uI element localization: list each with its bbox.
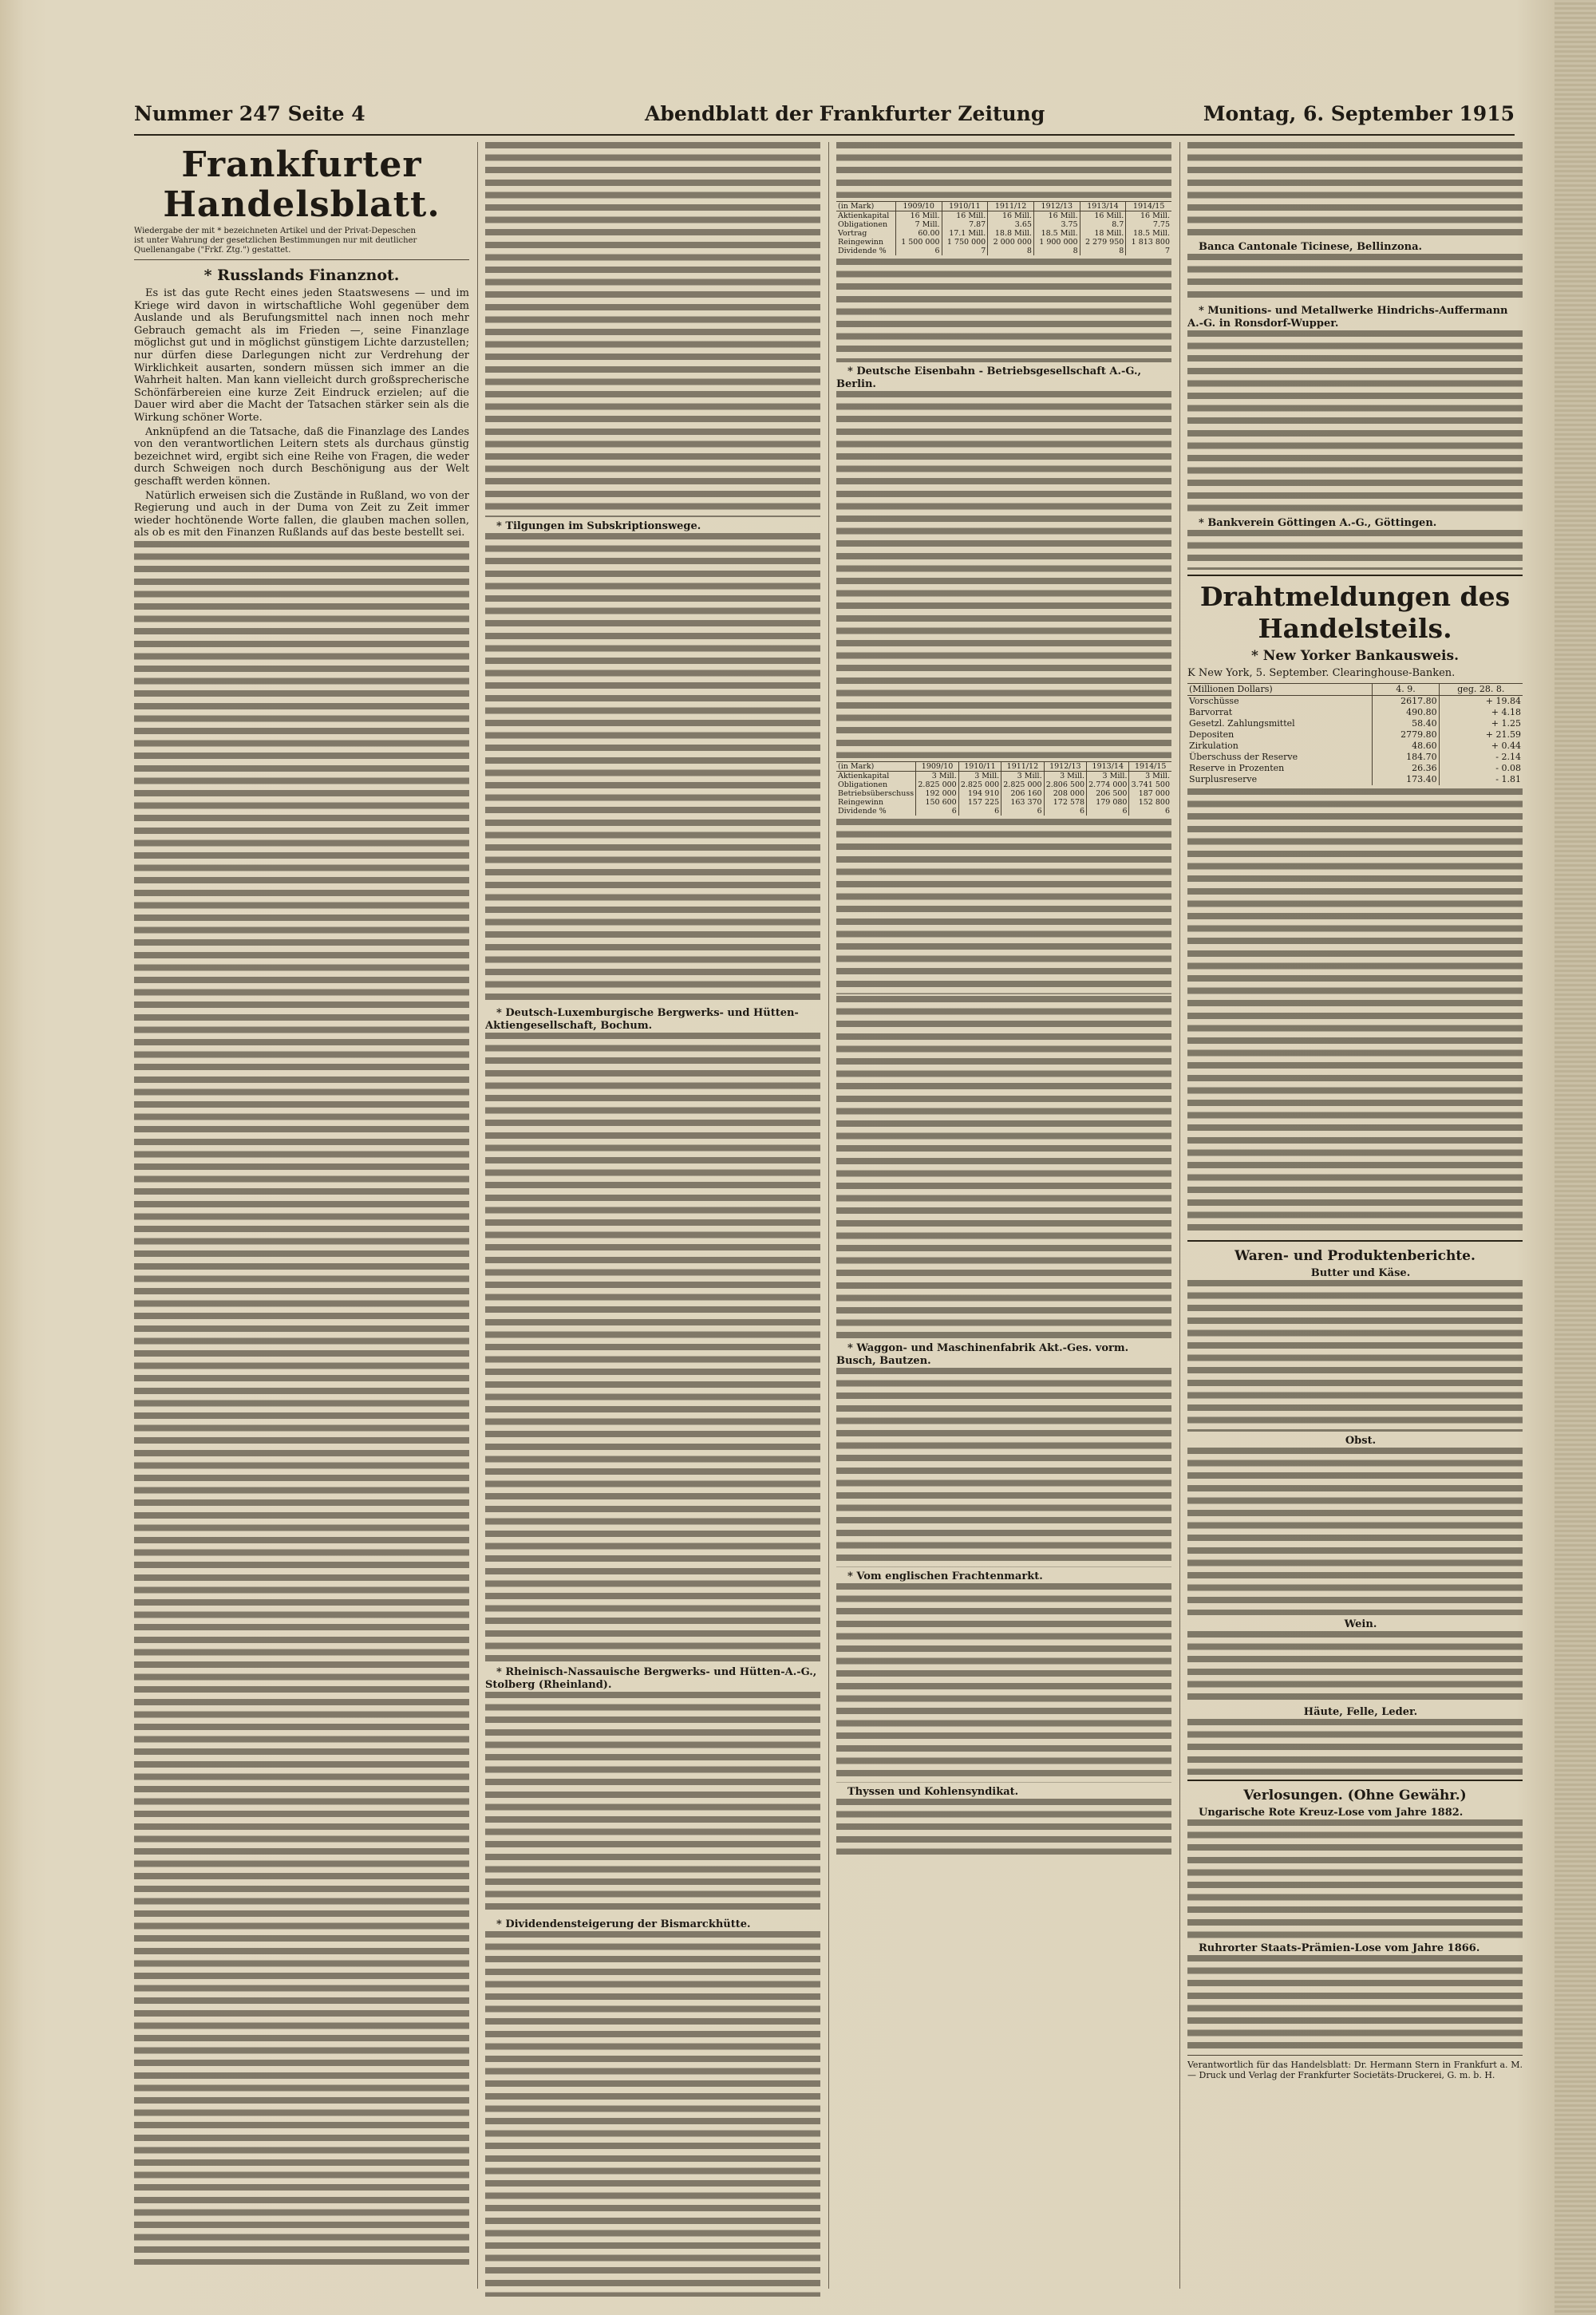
table-row: Reserve in Prozenten 26.36 - 0.08 — [1189, 762, 1521, 773]
ny-dateline: K New York, 5. September. Clearinghouse-Banken. — [1187, 667, 1456, 679]
table-row: Aktienkapital 16 Mill. 16 Mill. 16 Mill. 16 Mill. 16 Mill. 16 Mill. — [838, 211, 1170, 220]
article-heading-waggonfabrik: * Waggon- und Maschinenfabrik Akt.-Ges. vorm. Busch, Bautzen. — [836, 1342, 1129, 1367]
article-text-block — [836, 1368, 1171, 1567]
column-3 — [836, 142, 1171, 2297]
ny-bank-table: (Millionen Dollars) 4. 9. geg. 28. 8. Vorschüsse 2617.80 + 19.84 Barvorrat 490.80 + 4.18 Gesetzl. Zahlungsmittel 58.40 + 1.25 Depositen 2779.80 + 21.59 Zirkulation 48.60 + 0.44 Überschuss der Reserve 184.70 - 2.14 Reserve in Prozenten 26.36 - 0.08 Surplusreserve 173.40 - 1.81 — [1189, 683, 1521, 784]
lottery-heading-1: Ungarische Rote Kreuz-Lose vom Jahre 1882. — [1199, 1806, 1464, 1819]
sub-wein: Wein. — [1344, 1618, 1377, 1630]
table-row: Depositen 2779.80 + 21.59 — [1189, 729, 1521, 740]
article-text-block — [134, 541, 469, 2265]
waren-section-title: Waren- und Produktenberichte. — [1235, 1247, 1476, 1264]
table-body-block — [836, 259, 1171, 362]
table-row: Surplusreserve 173.40 - 1.81 — [1189, 773, 1521, 784]
header-rule — [134, 134, 1515, 136]
lottery-heading-2: Ruhrorter Staats-Prämien-Lose vom Jahre 1866. — [1199, 1942, 1480, 1954]
table-row: Aktienkapital 3 Mill. 3 Mill. 3 Mill. 3 Mill. 3 Mill. 3 Mill. — [838, 772, 1170, 780]
article-text-block — [836, 1799, 1171, 1855]
drahtmeldungen-title: Drahtmeldungen des Handelsteils. — [1199, 581, 1511, 644]
verlosungen-title: Verlosungen. (Ohne Gewähr.) — [1243, 1787, 1467, 1803]
article-heading-thyssen: Thyssen und Kohlensyndikat. — [847, 1786, 1019, 1798]
article-text-block — [485, 1931, 820, 2297]
book-spine — [1555, 0, 1596, 2315]
table-row: Obligationen 7 Mill. 7.87 3.65 3.75 8.7 7.75 — [838, 220, 1170, 229]
article-text-block — [1187, 1631, 1523, 1703]
issue-date: Montag, 6. September 1915 — [1203, 102, 1515, 125]
article-heading-bismarckhuette: * Dividendensteigerung der Bismarckhütte. — [496, 1918, 751, 1930]
table-row: Gesetzl. Zahlungsmittel 58.40 + 1.25 — [1189, 717, 1521, 729]
article-text-block — [1187, 1719, 1523, 1775]
article-text-block — [1187, 1955, 1523, 2051]
financial-table-1: (in Mark) 1909/10 1910/11 1911/12 1912/13 1913/14 1914/15 Aktienkapital 16 Mill. 16 Mill. 16 Mill. 16 Mill. 16 Mill. 16 Mill. Obligationen 7 Mill. 7.87 3.65 3.75 8.7 7.75 Vortrag 60.00 17.1 Mill. 18.8 Mill. 18.5 Mill. 18 Mill. 18.5 Mill. Reingewinn 1 500 000 1 750 000 2 000 000 1 900 000 2 279 950 1 813 800 Dividende % 6 7 8 8 8 7 — [838, 202, 1170, 255]
article-heading-russland: * Russlands Finanznot. — [203, 267, 400, 284]
imprint-footer: Verantwortlich für das Handelsblatt: Dr. Hermann Stern in Frankfurt a. M. — Druck und Verlag der Frankfurter Societäts-Druckerei, G. m. b. H. — [1187, 2059, 1523, 2080]
sub-haeute: Häute, Felle, Leder. — [1303, 1705, 1418, 1718]
article-heading-frachtenmarkt: * Vom englischen Frachtenmarkt. — [847, 1570, 1043, 1582]
table-row: Dividende % 6 6 6 6 6 6 — [838, 807, 1170, 816]
article-text-block — [485, 1692, 820, 1915]
article-heading-bankverein-goettingen: * Bankverein Göttingen A.-G., Göttingen. — [1199, 517, 1437, 529]
article-text-block — [485, 1033, 820, 1663]
table-row: Reingewinn 1 500 000 1 750 000 2 000 000 1 900 000 2 279 950 1 813 800 — [838, 238, 1170, 247]
article-heading-tilgungen: * Tilgungen im Subskriptionswege. — [496, 520, 701, 532]
article-text-block — [836, 142, 1171, 198]
article-text-block — [485, 533, 820, 1004]
article-text-block — [1187, 330, 1523, 514]
article-heading-deutsch-lux: * Deutsch-Luxemburgische Bergwerks- und Hütten-Aktiengesellschaft, Bochum. — [485, 1007, 799, 1032]
article-text-block — [485, 142, 820, 517]
article-text-block — [1187, 142, 1523, 238]
sub-obst: Obst. — [1345, 1434, 1377, 1447]
article-heading-banca-ticinese: Banca Cantonale Ticinese, Bellinzona. — [1199, 241, 1423, 253]
table-row: Zirkulation 48.60 + 0.44 — [1189, 740, 1521, 751]
article-text-block — [1187, 1280, 1523, 1432]
table-row: Reingewinn 150 600 157 225 163 370 172 578 179 080 152 800 — [838, 798, 1170, 807]
article-body-russland: Es ist das gute Recht eines jeden Staatswesens — und im Kriege wird davon in wirtschaftliche Wohl gegenüber dem Auslande und als Berufungsmittel nach innen noch mehr Gebrauch gemacht als im Frieden —, seine Finanzlage möglichst gut und in möglichst günstigem Lichte darzustellen; nur dürfen diese Darlegungen nicht zur Verdrehung der Wirklichkeit ausarten, sondern müssen sich immer an die Wahrheit halten. Man kann vielleicht durch großsprecherische Schönfärbereien eine kurze Zeit Eindruck erzielen; auf die Dauer wird aber die Macht der Tatsachen stärker sein als die Wirkung schöner Worte. Anknüpfend an die Tatsache, daß die Finanzlage des Landes von den verantwortlichen Leitern stets als durchaus günstig bezeichnet wird, ergibt sich eine Reihe von Fragen, die weder durch Schweigen noch durch Beschönigung aus der Welt geschafft werden können. Natürlich erweisen sich die Zustände in Rußland, wo von der Regierung und auch in der Duma von Zeit zu Zeit immer wieder hochtönende Worte fallen, die glauben machen sollen, als ob es mit den Finanzen Rußlands auf das beste bestellt sei. — [134, 287, 469, 539]
table-row: Überschuss der Reserve 184.70 - 2.14 — [1189, 751, 1521, 762]
article-heading-eisenbahn: * Deutsche Eisenbahn - Betriebsgesellschaft A.-G., Berlin. — [836, 365, 1142, 390]
table-row: Obligationen 2.825 000 2.825 000 2.825 000 2.806 500 2.774 000 3.741 500 — [838, 780, 1170, 789]
table-row: Vorschüsse 2617.80 + 19.84 — [1189, 695, 1521, 706]
article-text-block — [1187, 1448, 1523, 1615]
handelsblatt-masthead: Frankfurter Handelsblatt. — [163, 144, 440, 225]
sub-butter-kaese: Butter und Käse. — [1310, 1266, 1411, 1279]
masthead-note: Wiedergabe der mit * bezeichneten Artikel und der Privat-Depeschen ist unter Wahrung der gesetzlichen Bestimmungen nur mit deutlicher Quellenangabe ("Frkf. Ztg.") gestattet. — [134, 227, 417, 255]
ny-bankausweis-title: * New Yorker Bankausweis. — [1250, 648, 1459, 664]
paper-title: Abendblatt der Frankfurter Zeitung — [645, 102, 1045, 125]
column-2 — [485, 142, 820, 2297]
financial-table-2: (in Mark) 1909/10 1910/11 1911/12 1912/13 1913/14 1914/15 Aktienkapital 3 Mill. 3 Mill. 3 Mill. 3 Mill. 3 Mill. 3 Mill. Obligationen 2.825 000 2.825 000 2.825 000 2.806 500 2.774 000 3.741 500 Betriebsüberschuss 192 000 194 910 206 160 208 000 206 500 187 000 Reingewinn 150 600 157 225 163 370 172 578 179 080 152 800 Dividende % 6 6 6 6 6 6 — [838, 762, 1170, 816]
article-text-block — [836, 391, 1171, 758]
article-text-block — [1187, 788, 1523, 1235]
issue-number: Nummer 247 Seite 4 — [134, 102, 365, 125]
article-text-block — [1187, 1819, 1523, 1939]
column-1 — [134, 142, 469, 2297]
article-text-block — [1187, 254, 1523, 302]
article-text-block — [836, 1583, 1171, 1783]
article-text-block — [1187, 530, 1523, 570]
article-heading-rheinisch-nassau: * Rheinisch-Nassauische Bergwerks- und Hütten-A.-G., Stolberg (Rheinland). — [485, 1666, 817, 1691]
column-4 — [1187, 142, 1523, 2297]
table-row: Dividende % 6 7 8 8 8 7 — [838, 247, 1170, 255]
article-text-block — [836, 996, 1171, 1339]
article-heading-munitionswerke: * Munitions- und Metallwerke Hindrichs-Auffermann A.-G. in Ronsdorf-Wupper. — [1187, 305, 1508, 330]
table-body-block — [836, 819, 1171, 994]
page-header — [134, 102, 1515, 134]
table-row: Betriebsüberschuss 192 000 194 910 206 160 208 000 206 500 187 000 — [838, 789, 1170, 798]
table-row: Vortrag 60.00 17.1 Mill. 18.8 Mill. 18.5 Mill. 18 Mill. 18.5 Mill. — [838, 229, 1170, 238]
table-row: Barvorrat 490.80 + 4.18 — [1189, 706, 1521, 717]
